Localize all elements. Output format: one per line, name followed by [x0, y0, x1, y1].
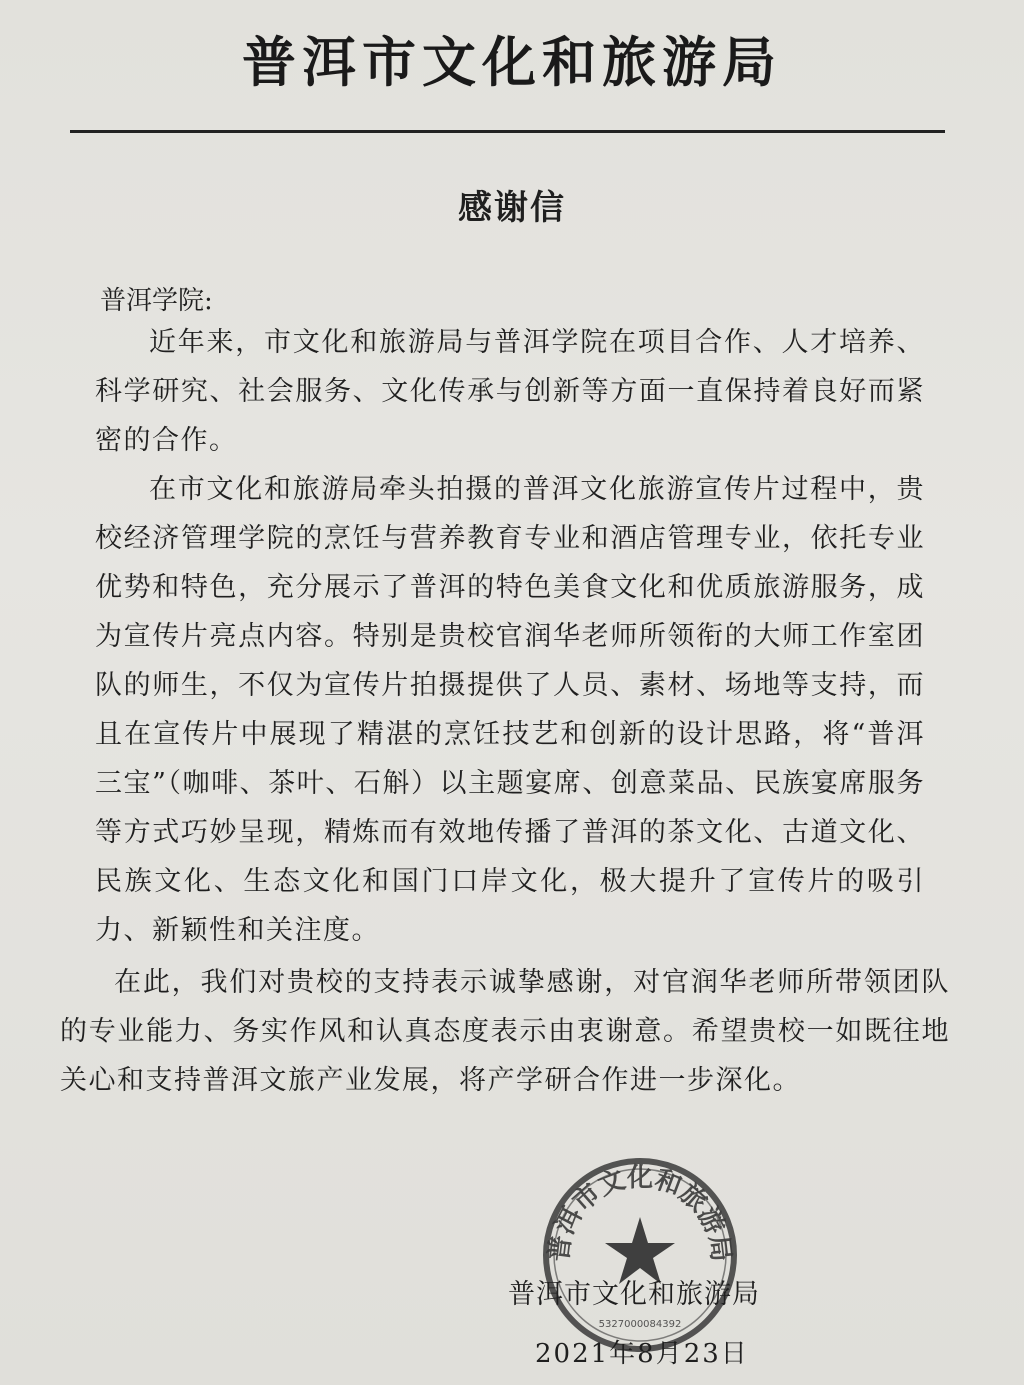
sender-signature: 普洱市文化和旅游局 — [508, 1279, 760, 1310]
official-seal — [540, 1155, 740, 1355]
letter-date: 2021年8月23日 — [535, 1339, 749, 1369]
seal-code: 5327000084392 — [598, 1319, 682, 1330]
seal-text: 普洱市文化和旅游局 — [544, 1163, 736, 1264]
paragraph-2: 在市文化和旅游局牵头拍摄的普洱文化旅游宣传片过程中，贵校经济管理学院的烹饪与营养教育专业和酒店管理专业，依托专业优势和特色，充分展示了普洱的特色美食文化和优质旅游服务，成为宣传片亮点内容。特别是贵校官润华老师所领衔的大师工作室团队的师生，不仅为宣传片拍摄提供了人员、素材、场地等支持，而且在宣传片中展现了精湛的烹饪技艺和创新的设计思路，将“普洱三宝”（咖啡、茶叶、石斛）以主题宴席、创意菜品、民族宴席服务等方式巧妙呈现，精炼而有效地传播了普洱的茶文化、古道文化、民族文化、生态文化和国门口岸文化，极大提升了宣传片的吸引力、新颖性和关注度。 — [95, 474, 925, 946]
paragraph-1: 近年来，市文化和旅游局与普洱学院在项目合作、人才培养、科学研究、社会服务、文化传承与创新等方面一直保持着良好而紧密的合作。 — [95, 327, 925, 456]
salutation: 普洱学院: — [100, 286, 213, 316]
letterhead-organization: 普洱市文化和旅游局 — [242, 31, 782, 94]
letter-title: 感谢信 — [458, 188, 566, 228]
paragraph-3: 在此，我们对贵校的支持表示诚挚感谢，对官润华老师所带领团队的专业能力、务实作风和认真态度表示由衷谢意。希望贵校一如既往地关心和支持普洱文旅产业发展，将产学研合作进一步深化。 — [60, 967, 950, 1096]
letter-body — [95, 318, 925, 955]
letterhead-rule — [70, 130, 945, 133]
closing-body — [60, 958, 950, 1105]
